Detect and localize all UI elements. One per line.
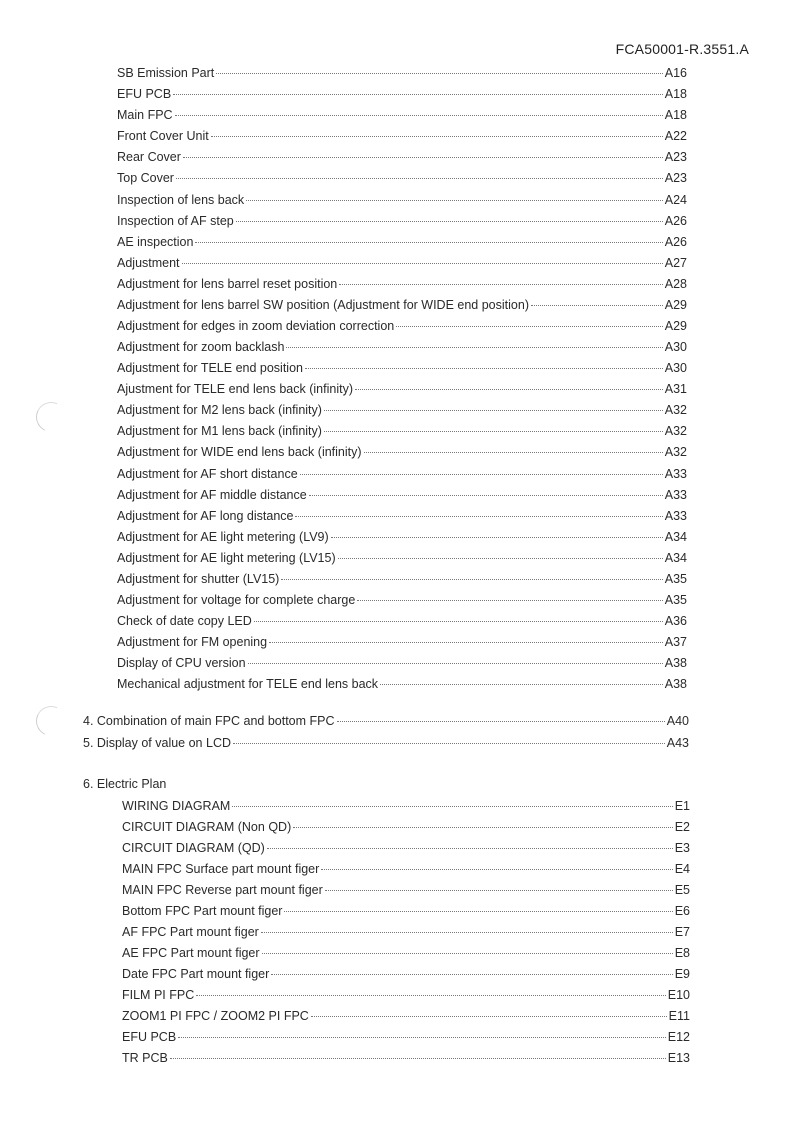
dot-leader bbox=[232, 806, 672, 807]
toc-entry[interactable] bbox=[117, 486, 687, 504]
toc-entry[interactable] bbox=[117, 380, 687, 398]
dot-leader bbox=[246, 200, 663, 201]
toc-entry-label: Rear Cover bbox=[117, 150, 181, 165]
toc-entry[interactable] bbox=[122, 1028, 690, 1046]
toc-entry[interactable] bbox=[117, 528, 687, 546]
toc-entry[interactable] bbox=[117, 507, 687, 525]
dot-leader bbox=[170, 1058, 666, 1059]
toc-entry-label: Adjustment for AF middle distance bbox=[117, 487, 307, 502]
toc-entry-label: Date FPC Part mount figer bbox=[122, 967, 270, 981]
toc-entry-label: Inspection of AF step bbox=[117, 213, 234, 228]
toc-entry-label: Adjustment for voltage for complete charge bbox=[117, 593, 356, 607]
toc-entry-label: Adjustment for lens barrel SW position (Adjustment for WIDE end position) bbox=[117, 297, 529, 312]
toc-entry[interactable] bbox=[117, 591, 687, 609]
toc-entry[interactable] bbox=[117, 338, 687, 356]
dot-leader bbox=[262, 953, 673, 954]
dot-leader bbox=[175, 115, 663, 116]
toc-entry-label: Adjustment for TELE end position bbox=[117, 361, 303, 376]
dot-leader bbox=[236, 221, 663, 222]
toc-entry-page: E11 bbox=[668, 1009, 690, 1023]
toc-entry-page: A24 bbox=[664, 192, 687, 207]
dot-leader bbox=[324, 410, 663, 411]
dot-leader bbox=[248, 663, 663, 664]
toc-entry[interactable] bbox=[117, 106, 687, 124]
toc-entry[interactable] bbox=[117, 612, 687, 630]
dot-leader bbox=[196, 995, 666, 996]
toc-entry-page: A34 bbox=[664, 550, 687, 565]
toc-entry-page: A30 bbox=[664, 340, 687, 354]
toc-entry-page: A40 bbox=[666, 714, 689, 728]
dot-leader bbox=[337, 721, 665, 722]
toc-entry[interactable] bbox=[117, 675, 687, 693]
toc-entry-label: Adjustment for M2 lens back (infinity) bbox=[117, 403, 322, 418]
toc-entry-label: Adjustment bbox=[117, 255, 180, 270]
toc-entry-page: A18 bbox=[664, 87, 687, 102]
toc-entry-label: Adjustment for shutter (LV15) bbox=[117, 571, 280, 586]
toc-entry-label: Adjustment for FM opening bbox=[117, 635, 268, 650]
dot-leader bbox=[300, 474, 663, 475]
toc-entry[interactable] bbox=[117, 359, 687, 377]
toc-entry-page: A33 bbox=[664, 487, 687, 502]
toc-entry[interactable] bbox=[117, 570, 687, 588]
toc-entry-page: A29 bbox=[664, 319, 687, 333]
toc-entry-page: E6 bbox=[674, 904, 690, 918]
toc-entry[interactable] bbox=[122, 923, 690, 941]
dot-leader bbox=[284, 911, 672, 912]
dot-leader bbox=[269, 642, 663, 643]
toc-entry[interactable] bbox=[122, 1007, 690, 1025]
section-6-heading: 6. Electric Plan bbox=[83, 777, 167, 791]
toc-entry[interactable] bbox=[117, 401, 687, 419]
dot-leader bbox=[211, 136, 663, 137]
toc-entry-page: A16 bbox=[664, 66, 687, 80]
toc-entry-label: EFU PCB bbox=[122, 1030, 177, 1044]
toc-entry-page: A32 bbox=[664, 445, 687, 460]
toc-entry-page: A18 bbox=[664, 108, 687, 123]
toc-entry-page: A30 bbox=[664, 361, 687, 376]
toc-entry-label: MAIN FPC Surface part mount figer bbox=[122, 862, 320, 876]
dot-leader bbox=[396, 326, 663, 327]
dot-leader bbox=[364, 452, 663, 453]
toc-entry[interactable] bbox=[117, 275, 687, 293]
dot-leader bbox=[254, 621, 663, 622]
dot-leader bbox=[295, 516, 662, 517]
toc-entry[interactable] bbox=[117, 549, 687, 567]
toc-entry[interactable] bbox=[117, 64, 687, 82]
toc-entry[interactable] bbox=[117, 443, 687, 461]
dot-leader bbox=[357, 600, 662, 601]
dot-leader bbox=[286, 347, 662, 348]
toc-entry-page: A43 bbox=[666, 736, 689, 750]
toc-entry-label: Inspection of lens back bbox=[117, 192, 245, 207]
toc-entry[interactable] bbox=[117, 127, 687, 145]
toc-entry[interactable] bbox=[117, 85, 687, 103]
dot-leader bbox=[176, 178, 663, 179]
toc-entry[interactable] bbox=[122, 986, 690, 1004]
dot-leader bbox=[233, 743, 665, 744]
toc-entry-page: A33 bbox=[664, 508, 687, 523]
dot-leader bbox=[178, 1037, 666, 1038]
toc-entry[interactable] bbox=[122, 818, 690, 836]
dot-leader bbox=[261, 932, 673, 933]
punch-hole-lower bbox=[32, 702, 70, 740]
toc-entry-page: E8 bbox=[674, 946, 690, 960]
toc-entry-page: A26 bbox=[664, 213, 687, 228]
dot-leader bbox=[309, 495, 663, 496]
toc-entry-page: A35 bbox=[664, 593, 687, 607]
toc-entry-page: A32 bbox=[664, 424, 687, 439]
toc-entry-page: E13 bbox=[667, 1051, 690, 1065]
toc-entry-page: A29 bbox=[664, 297, 687, 312]
toc-entry[interactable] bbox=[117, 233, 687, 251]
toc-entry-label: Ajustment for TELE end lens back (infinity) bbox=[117, 382, 353, 397]
toc-entry[interactable] bbox=[122, 860, 690, 878]
toc-entry-label: Adjustment for M1 lens back (infinity) bbox=[117, 424, 322, 439]
dot-leader bbox=[339, 284, 663, 285]
toc-entry-label: 5. Display of value on LCD bbox=[83, 736, 231, 750]
toc-entry-page: A32 bbox=[664, 403, 687, 418]
toc-entry[interactable] bbox=[117, 296, 687, 314]
toc-entry[interactable] bbox=[117, 212, 687, 230]
dot-leader bbox=[195, 242, 662, 243]
toc-entry-label: EFU PCB bbox=[117, 87, 172, 102]
toc-entry-label: MAIN FPC Reverse part mount figer bbox=[122, 883, 323, 897]
dot-leader bbox=[311, 1016, 667, 1017]
document-code: FCA50001-R.3551.A bbox=[615, 41, 749, 57]
toc-entry[interactable] bbox=[122, 944, 690, 962]
toc-entry-label: Adjustment for lens barrel reset position bbox=[117, 276, 338, 291]
toc-entry-page: E7 bbox=[674, 925, 690, 939]
toc-entry-page: A38 bbox=[664, 677, 687, 692]
punch-hole-upper bbox=[32, 398, 70, 436]
toc-entry-page: E3 bbox=[674, 841, 690, 855]
toc-entry-label: AE FPC Part mount figer bbox=[122, 946, 260, 960]
toc-entry-page: A31 bbox=[664, 382, 687, 397]
dot-leader bbox=[531, 305, 663, 306]
toc-entry-label: WIRING DIAGRAM bbox=[122, 799, 231, 813]
toc-entry-label: Adjustment for zoom backlash bbox=[117, 340, 285, 354]
toc-entry-label: Front Cover Unit bbox=[117, 129, 209, 144]
toc-entry-page: E1 bbox=[674, 799, 690, 813]
toc-entry-label: SB Emission Part bbox=[117, 66, 215, 80]
dot-leader bbox=[281, 579, 662, 580]
toc-entry-label: ZOOM1 PI FPC / ZOOM2 PI FPC bbox=[122, 1009, 309, 1023]
toc-entry-label: Adjustment for AE light metering (LV15) bbox=[117, 550, 336, 565]
toc-entry[interactable] bbox=[122, 839, 690, 857]
toc-entry-label: TR PCB bbox=[122, 1051, 168, 1065]
toc-entry-label: Adjustment for AF short distance bbox=[117, 466, 298, 481]
toc-entry[interactable] bbox=[122, 902, 690, 920]
toc-entry-section-5[interactable] bbox=[83, 734, 689, 752]
toc-entry-label: FILM PI FPC bbox=[122, 988, 195, 1002]
dot-leader bbox=[271, 974, 672, 975]
dot-leader bbox=[267, 848, 673, 849]
toc-entry-section-4[interactable] bbox=[83, 712, 689, 730]
toc-entry-page: A23 bbox=[664, 171, 687, 186]
toc-entry-page: A22 bbox=[664, 129, 687, 144]
toc-entry-label: Main FPC bbox=[117, 108, 173, 123]
toc-entry[interactable] bbox=[122, 965, 690, 983]
dot-leader bbox=[325, 890, 673, 891]
toc-entry-page: E2 bbox=[674, 820, 690, 834]
toc-entry[interactable] bbox=[117, 422, 687, 440]
dot-leader bbox=[182, 263, 663, 264]
toc-entry-label: Adjustment for AF long distance bbox=[117, 508, 294, 523]
dot-leader bbox=[293, 827, 672, 828]
toc-entry-page: A33 bbox=[664, 466, 687, 481]
toc-entry-label: Top Cover bbox=[117, 171, 174, 186]
toc-entry[interactable] bbox=[117, 633, 687, 651]
toc-entry-page: E10 bbox=[667, 988, 690, 1002]
toc-entry-page: A27 bbox=[664, 255, 687, 270]
toc-entry[interactable] bbox=[117, 317, 687, 335]
dot-leader bbox=[216, 73, 662, 74]
toc-entry-label: AE inspection bbox=[117, 234, 194, 249]
toc-entry-label: Display of CPU version bbox=[117, 656, 246, 671]
toc-entry[interactable] bbox=[117, 654, 687, 672]
toc-entry-label: Check of date copy LED bbox=[117, 614, 252, 629]
toc-entry[interactable] bbox=[117, 465, 687, 483]
toc-entry[interactable] bbox=[117, 254, 687, 272]
toc-entry[interactable] bbox=[117, 169, 687, 187]
dot-leader bbox=[305, 368, 663, 369]
toc-entry[interactable] bbox=[122, 797, 690, 815]
toc-entry-label: Adjustment for WIDE end lens back (infinity) bbox=[117, 445, 362, 460]
dot-leader bbox=[183, 157, 663, 158]
toc-entry[interactable] bbox=[122, 881, 690, 899]
toc-entry-page: A37 bbox=[664, 635, 687, 650]
toc-entry-page: E12 bbox=[667, 1030, 690, 1044]
toc-entry-label: Adjustment for AE light metering (LV9) bbox=[117, 529, 329, 544]
toc-entry[interactable] bbox=[117, 191, 687, 209]
toc-entry[interactable] bbox=[122, 1049, 690, 1067]
toc-entry-label: AF FPC Part mount figer bbox=[122, 925, 259, 939]
toc-entry-page: E5 bbox=[674, 883, 690, 897]
dot-leader bbox=[173, 94, 663, 95]
toc-entry-page: A34 bbox=[664, 529, 687, 544]
toc-entry-page: A26 bbox=[664, 234, 687, 249]
toc-entry-page: E4 bbox=[674, 862, 690, 876]
toc-entry-label: Adjustment for edges in zoom deviation correction bbox=[117, 319, 395, 333]
toc-entry-page: A36 bbox=[664, 614, 687, 629]
dot-leader bbox=[380, 684, 663, 685]
dot-leader bbox=[331, 537, 663, 538]
toc-entry-page: E9 bbox=[674, 967, 690, 981]
toc-entry-label: Mechanical adjustment for TELE end lens back bbox=[117, 677, 379, 692]
toc-entry[interactable] bbox=[117, 148, 687, 166]
toc-entry-page: A38 bbox=[664, 656, 687, 671]
dot-leader bbox=[324, 431, 663, 432]
toc-entry-page: A35 bbox=[664, 571, 687, 586]
toc-entry-label: 4. Combination of main FPC and bottom FPC bbox=[83, 714, 335, 728]
toc-entry-label: Bottom FPC Part mount figer bbox=[122, 904, 283, 918]
dot-leader bbox=[321, 869, 672, 870]
toc-entry-page: A23 bbox=[664, 150, 687, 165]
dot-leader bbox=[338, 558, 663, 559]
toc-entry-page: A28 bbox=[664, 276, 687, 291]
toc-entry-label: CIRCUIT DIAGRAM (QD) bbox=[122, 841, 265, 855]
dot-leader bbox=[355, 389, 663, 390]
toc-entry-label: CIRCUIT DIAGRAM (Non QD) bbox=[122, 820, 292, 834]
